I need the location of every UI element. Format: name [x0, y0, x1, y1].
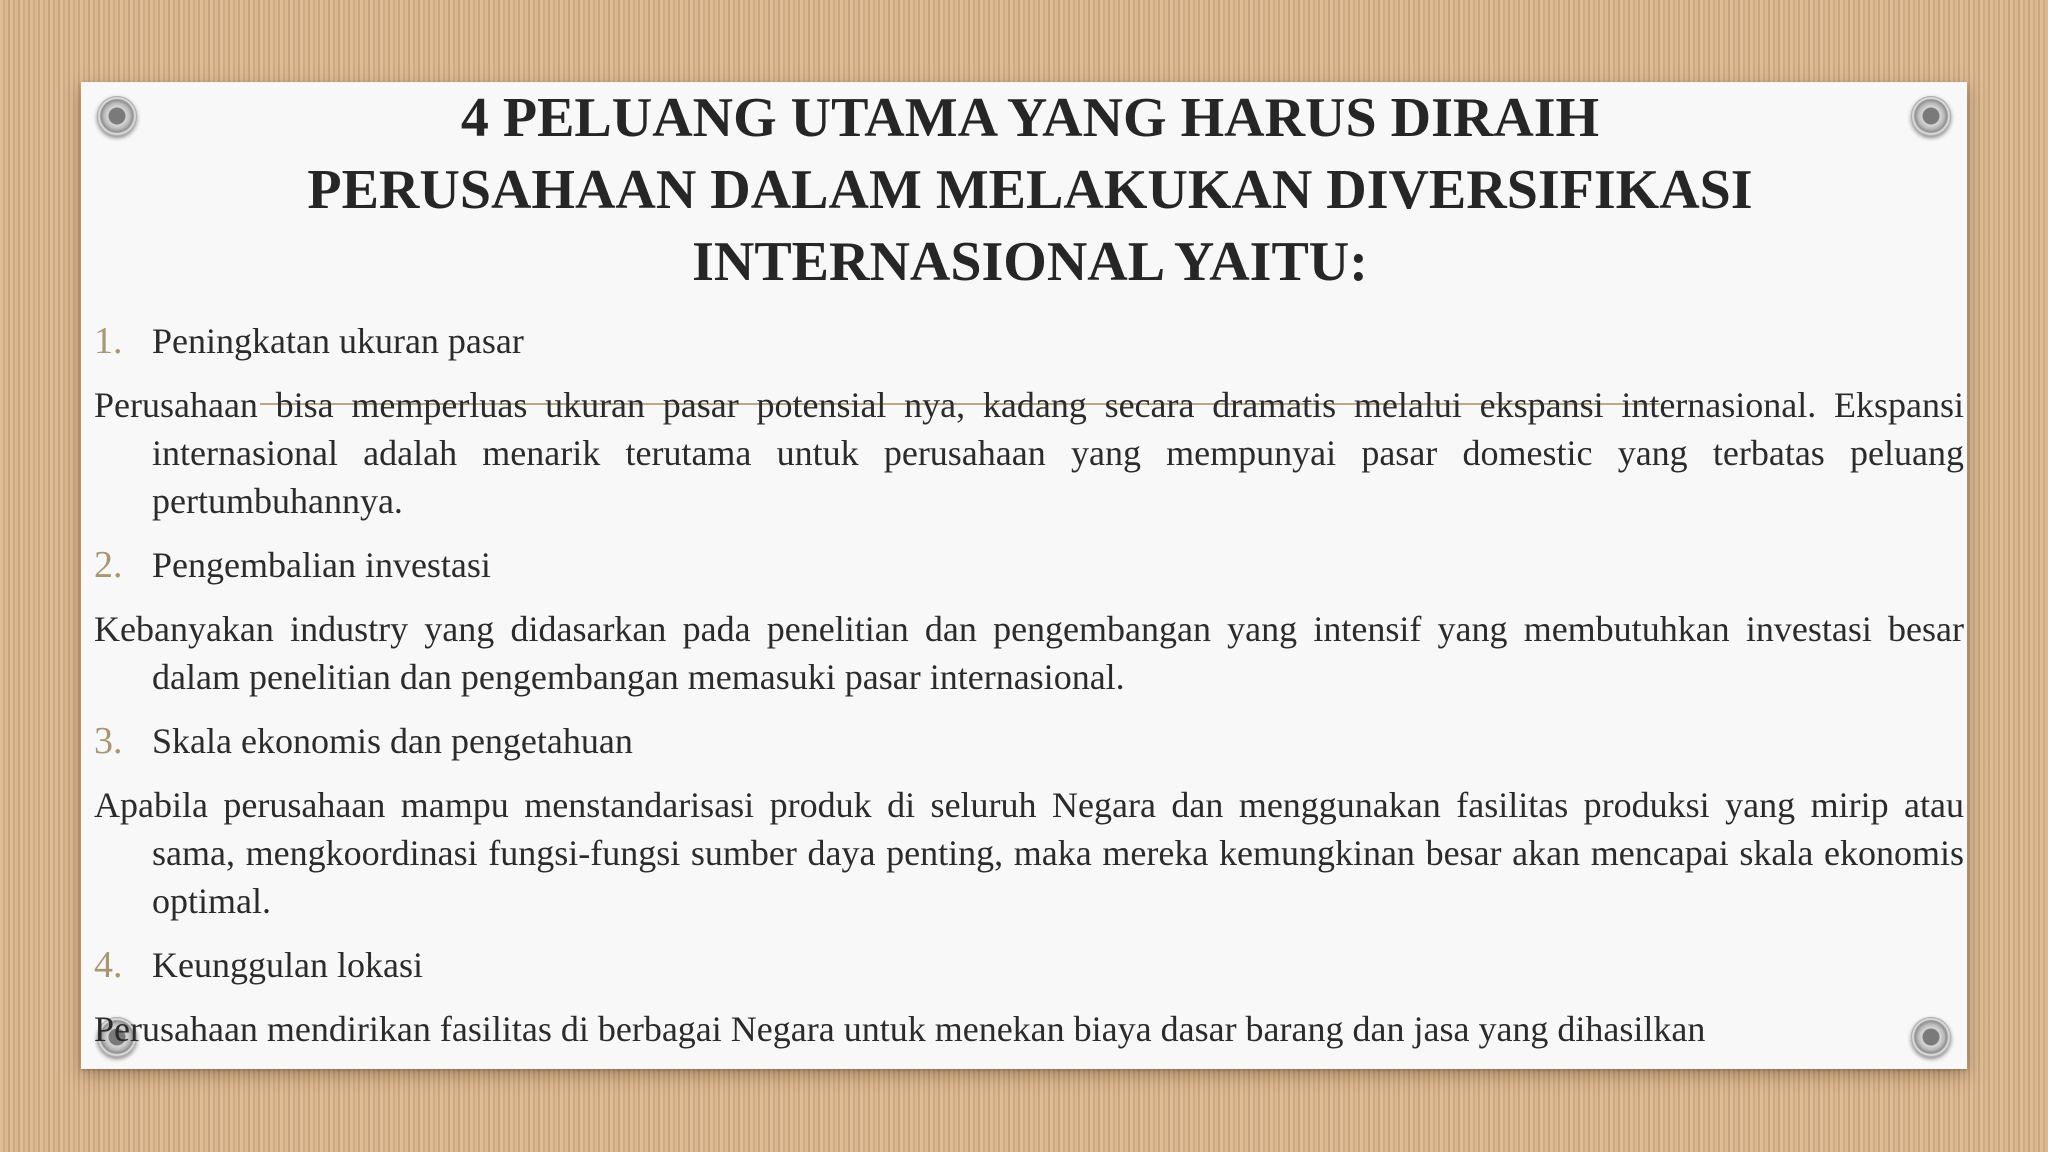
grommet-icon — [97, 96, 137, 136]
list-item-description: Apabila perusahaan mampu menstandarisasi produk di seluruh Negara dan menggunakan fasilitas produksi yang mirip atau sama, mengkoordinasi fungsi-fungsi sumber daya penting, maka mereka kemungkinan besar akan mencapai skala ekonomis optimal. — [94, 785, 1964, 921]
list-item-3 — [94, 711, 1964, 771]
list-item-label: Keunggulan lokasi — [152, 945, 423, 985]
list-number: 3. — [94, 720, 123, 762]
list-number: 4. — [94, 944, 123, 986]
list-item-description: Perusahaan mendirikan fasilitas di berbagai Negara untuk menekan biaya dasar barang dan jasa yang dihasilkan — [94, 1009, 1706, 1049]
title-line-3: INTERNASIONAL YAITU: — [692, 231, 1368, 293]
list-item-description: Perusahaan bisa memperluas ukuran pasar potensial nya, kadang secara dramatis melalui ekspansi internasional. Ekspansi internasional adalah menarik terutama untuk perusahaan yang mempunyai pasar domestic yang terbatas peluang pertumbuhannya. — [94, 385, 1964, 521]
list-item-2 — [94, 535, 1964, 595]
list-item-label: Pengembalian investasi — [152, 545, 491, 585]
list-item-label: Peningkatan ukuran pasar — [152, 321, 524, 361]
list-number: 2. — [94, 544, 123, 586]
slide-content — [94, 311, 1964, 1063]
list-item-1 — [94, 311, 1964, 371]
list-item-description: Kebanyakan industry yang didasarkan pada penelitian dan pengembangan yang intensif yang membutuhkan investasi besar dalam penelitian dan pengembangan memasuki pasar internasional. — [94, 609, 1964, 697]
list-number: 1. — [94, 320, 123, 362]
list-item-4 — [94, 935, 1964, 995]
list-item-label: Skala ekonomis dan pengetahuan — [152, 721, 633, 761]
title-line-2: PERUSAHAAN DALAM MELAKUKAN DIVERSIFIKASI — [307, 159, 1753, 221]
slide-title — [140, 82, 1920, 298]
title-line-1: 4 PELUANG UTAMA YANG HARUS DIRAIH — [460, 87, 1600, 149]
